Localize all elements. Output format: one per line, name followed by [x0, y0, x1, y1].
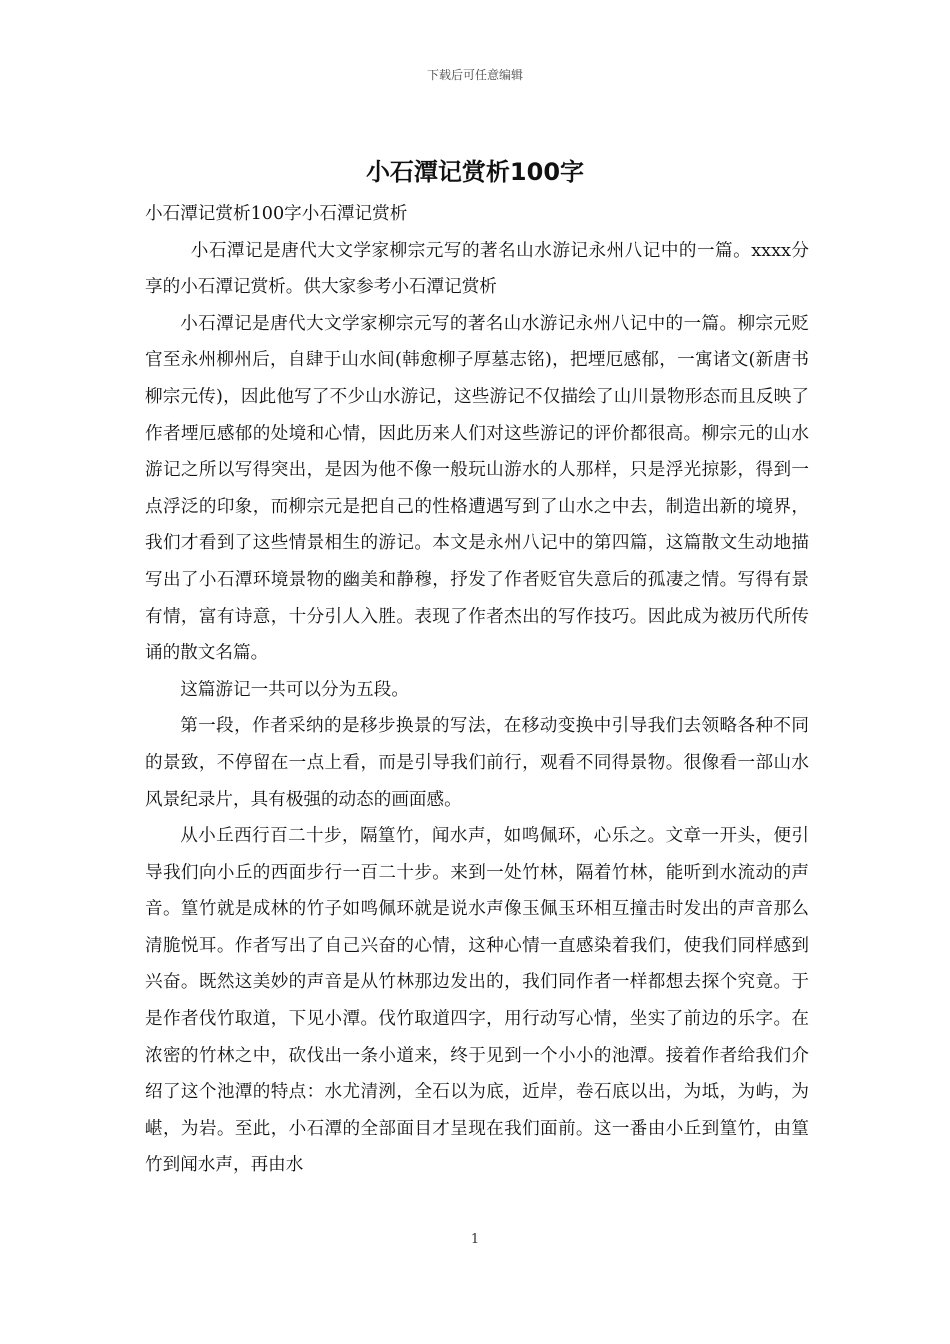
- body-paragraph-intro: 小石潭记是唐代大文学家柳宗元写的著名山水游记永州八记中的一篇。xxxx分享的小石潭记赏析。供大家参考小石潭记赏析: [145, 240, 809, 298]
- page-header-note: 下载后可任意编辑: [426, 68, 523, 82]
- body-paragraph-background: 小石潭记是唐代大文学家柳宗元写的著名山水游记永州八记中的一篇。柳宗元贬官至永州柳州后，自肆于山水间(韩愈柳子厚墓志铭)，把堙厄感郁，一寓诸文(新唐书柳宗元传)，因此他写了不少山水游记，这些游记不仅描绘了山川景物形态而且反映了作者堙厄感郁的处境和心情，因此历来人们对这些游记的评价都很高。柳宗元的山水游记之所以写得突出，是因为他不像一般玩山游水的人那样，只是浮光掠影，得到一点浮泛的印象，而柳宗元是把自己的性格遭遇写到了山水之中去，制造出新的境界，我们才看到了这些情景相生的游记。本文是永州八记中的第四篇，这篇散文生动地描写出了小石潭环境景物的幽美和静穆，抒发了作者贬官失意后的孤凄之情。写得有景有情，富有诗意，十分引人入胜。表现了作者杰出的写作技巧。因此成为被历代所传诵的散文名篇。: [145, 313, 809, 664]
- document-title: 小石潭记赏析100字: [365, 158, 585, 186]
- body-paragraph-analysis: 从小丘西行百二十步，隔篁竹，闻水声，如鸣佩环，心乐之。文章一开头，便引导我们向小丘的西面步行一百二十步。来到一处竹林，隔着竹林，能听到水流动的声音。篁竹就是成林的竹子如鸣佩环就是说水声像玉佩玉环相互撞击时发出的声音那么清脆悦耳。作者写出了自己兴奋的心情，这种心情一直感染着我们，使我们同样感到兴奋。既然这美妙的声音是从竹林那边发出的，我们同作者一样都想去探个究竟。于是作者伐竹取道，下见小潭。伐竹取道四字，用行动写心情，坐实了前边的乐字。在浓密的竹林之中，砍伐出一条小道来，终于见到一个小小的池潭。接着作者给我们介绍了这个池潭的特点：水尤清洌，全石以为底，近岸，卷石底以出，为坻，为屿，为嵁，为岩。至此，小石潭的全部面目才呈现在我们面前。这一番由小丘到篁竹，由篁竹到闻水声，再由水: [145, 826, 809, 1176]
- document-body: [145, 196, 809, 1184]
- body-paragraph-subtitle: 小石潭记赏析100字小石潭记赏析: [145, 204, 408, 224]
- body-paragraph-structure: 这篇游记一共可以分为五段。: [180, 679, 409, 700]
- page-number: 1: [470, 1232, 480, 1247]
- body-paragraph-section-one: 第一段，作者采纳的是移步换景的写法，在移动变换中引导我们去领略各种不同的景致，不停留在一点上看，而是引导我们前行，观看不同得景物。很像看一部山水风景纪录片，具有极强的动态的画面感。: [145, 716, 809, 810]
